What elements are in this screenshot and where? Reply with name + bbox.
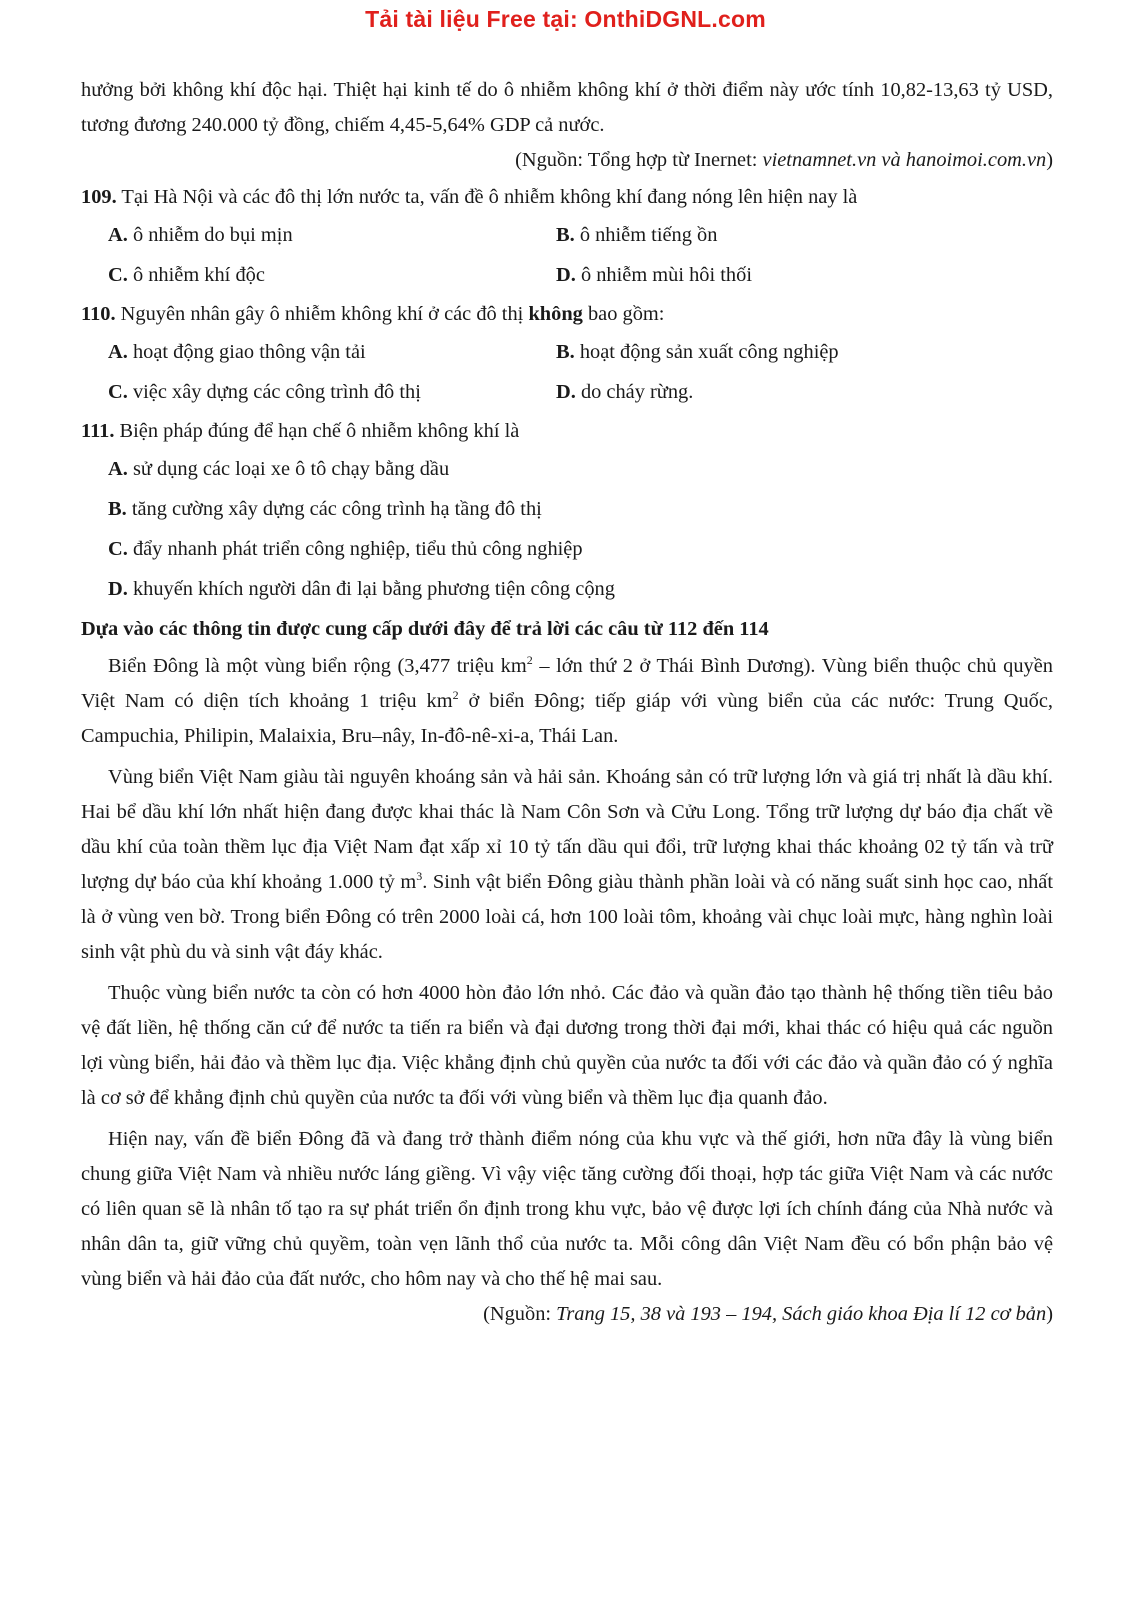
option-c[interactable]: C. ô nhiễm khí độc bbox=[108, 264, 265, 286]
intro-source: (Nguồn: Tổng hợp từ Inernet: vietnamnet.vn và hanoimoi.com.vn) bbox=[515, 149, 1053, 171]
option-c[interactable]: C. đẩy nhanh phát triển công nghiệp, tiểu thủ công nghiệp bbox=[108, 538, 583, 560]
option-a[interactable]: A. ô nhiễm do bụi mịn bbox=[108, 224, 293, 246]
section-source: (Nguồn: Trang 15, 38 và 193 – 194, Sách giáo khoa Địa lí 12 cơ bản) bbox=[483, 1303, 1053, 1325]
question-number: 110. bbox=[81, 303, 116, 325]
question-number: 109. bbox=[81, 186, 117, 208]
option-d[interactable]: D. do cháy rừng. bbox=[556, 381, 694, 403]
document-page bbox=[81, 73, 1053, 1332]
question-stem: Biện pháp đúng để hạn chế ô nhiễm không khí là bbox=[119, 420, 520, 442]
download-banner[interactable]: Tải tài liệu Free tại: OnthiDGNL.com bbox=[365, 6, 766, 32]
question-109 bbox=[81, 180, 1053, 215]
question-110: 110. Nguyên nhân gây ô nhiễm không khí ở các đô thị không bao gồm: bbox=[81, 303, 665, 325]
paragraph-hai-dao: Thuộc vùng biển nước ta còn có hơn 4000 hòn đảo lớn nhỏ. Các đảo và quần đảo tạo thành hệ thống tiền tiêu bảo vệ đất liền, hệ thống căn cứ để nước ta tiến ra biển và đại dương trong thời đại mới, khai thác có hiệu quả các nguồn lợi vùng biển, hải đảo và thềm lục địa. Việc khẳng định chủ quyền của nước ta đối với các đảo và quần đảo có ý nghĩa là cơ sở để khẳng định chủ quyền của nước ta đối với vùng biển và thềm lục địa quanh đảo. bbox=[81, 982, 1053, 1109]
section-heading: Dựa vào các thông tin được cung cấp dưới đây để trả lời các câu từ 112 đến 114 bbox=[81, 618, 769, 640]
option-b[interactable]: B. ô nhiễm tiếng ồn bbox=[556, 224, 718, 246]
option-b[interactable]: B. hoạt động sản xuất công nghiệp bbox=[556, 341, 839, 363]
option-b[interactable]: B. tăng cường xây dựng các công trình hạ tầng đô thị bbox=[108, 498, 542, 520]
option-c[interactable]: C. việc xây dựng các công trình đô thị bbox=[108, 381, 421, 403]
question-111 bbox=[81, 414, 1053, 449]
question-109-options bbox=[81, 215, 1053, 295]
option-a[interactable]: A. hoạt động giao thông vận tải bbox=[108, 341, 366, 363]
option-d[interactable]: D. ô nhiễm mùi hôi thối bbox=[556, 264, 752, 286]
question-110-options bbox=[81, 332, 1053, 412]
option-d[interactable]: D. khuyến khích người dân đi lại bằng phương tiện công cộng bbox=[108, 578, 615, 600]
paragraph-chu-quyen: Hiện nay, vấn đề biển Đông đã và đang trở thành điểm nóng của khu vực và thế giới, hơn nữa đây là vùng biển chung giữa Việt Nam và nhiều nước láng giềng. Vì vậy việc tăng cường đối thoại, hợp tác giữa Việt Nam và các nước có liên quan sẽ là nhân tố tạo ra sự phát triển ổn định trong khu vực, bảo vệ được lợi ích chính đáng của Nhà nước và nhân dân ta, giữ vững chủ quyềm, toàn vẹn lãnh thổ của nước ta. Mỗi công dân Việt Nam đều có bổn phận bảo vệ vùng biển và hải đảo của đất nước, cho hôm nay và cho thế hệ mai sau. bbox=[81, 1128, 1053, 1290]
question-number: 111. bbox=[81, 420, 115, 442]
paragraph-bien-dong: Biển Đông là một vùng biển rộng (3,477 triệu $km^2$ – lớn thứ 2 ở Thái Bình Dương). Vùng biển thuộc chủ quyền Việt Nam có diện tích khoảng 1 triệu $km^2$ ở biển Đông; tiếp giáp với vùng biển của các nước: Trung Quốc, Campuchia, Philipin, Malaixia, Bru–nây, In-đô-nê-xi-a, Thái Lan. bbox=[81, 653, 1053, 747]
option-a[interactable]: A. sử dụng các loại xe ô tô chạy bằng dầu bbox=[108, 458, 450, 480]
paragraph-tai-nguyen: Vùng biển Việt Nam giàu tài nguyên khoáng sản và hải sản. Khoáng sản có trữ lượng lớn và giá trị nhất là dầu khí. Hai bể dầu khí lớn nhất hiện đang được khai thác là Nam Côn Sơn và Cửu Long. Tổng trữ lượng dự báo địa chất về dầu khí của toàn thềm lục địa Việt Nam đạt xấp xỉ 10 tỷ tấn dầu qui đổi, trữ lượng khai thác khoảng 02 tỷ tấn và trữ lượng dự báo của khí khoảng 1.000 tỷ $m^3$. Sinh vật biển Đông giàu thành phần loài và có năng suất sinh học cao, nhất là ở vùng ven bờ. Trong biển Đông có trên 2000 loài cá, hơn 100 loài tôm, khoảng vài chục loài mực, hàng nghìn loài sinh vật phù du và sinh vật đáy khác. bbox=[81, 766, 1053, 963]
intro-paragraph: hưởng bởi không khí độc hại. Thiệt hại kinh tế do ô nhiễm không khí ở thời điểm này ước tính 10,82-13,63 tỷ USD, tương đương 240.000 tỷ đồng, chiếm 4,45-5,64% GDP cả nước. bbox=[81, 79, 1053, 136]
question-stem: Tại Hà Nội và các đô thị lớn nước ta, vấn đề ô nhiễm không khí đang nóng lên hiện nay là bbox=[121, 186, 858, 208]
question-111-options bbox=[81, 449, 1053, 609]
